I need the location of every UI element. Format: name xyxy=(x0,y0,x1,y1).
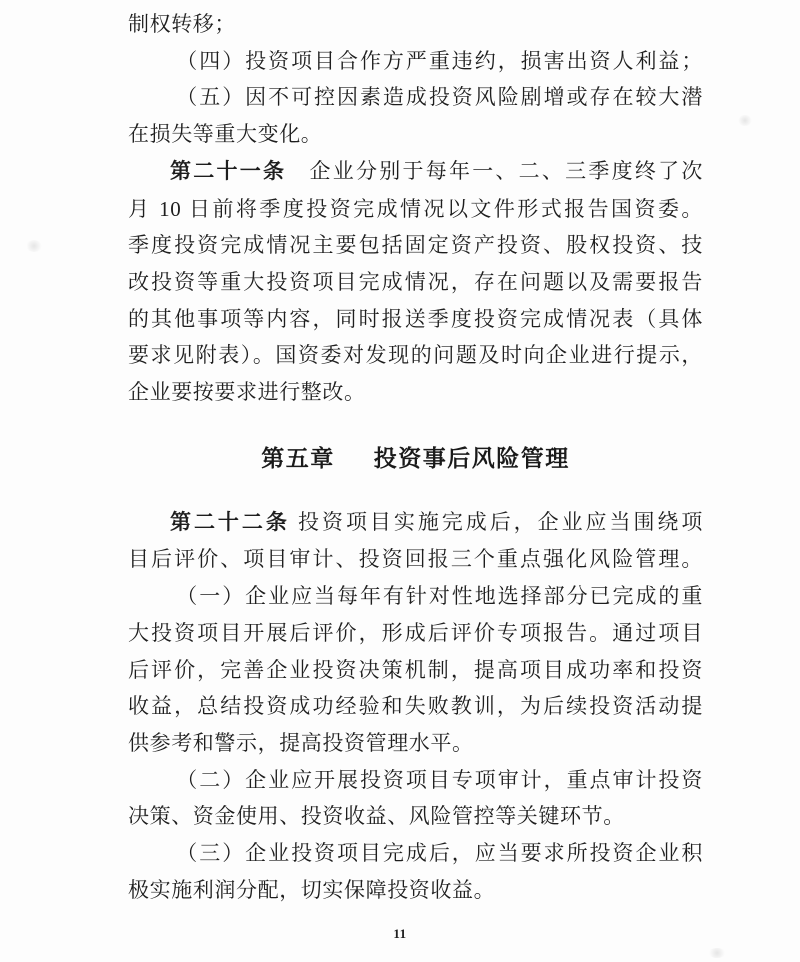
scan-smudge xyxy=(708,948,726,958)
body-text: 月 10 日前将季度投资完成情况以文件形式报告国资委。 xyxy=(128,196,703,221)
body-text: （四）投资项目合作方严重违约，损害出资人利益； xyxy=(176,48,703,73)
scan-smudge xyxy=(26,240,42,252)
body-text: 后评价，完善企业投资决策机制，提高项目成功率和投资 xyxy=(128,657,703,682)
top-spacer xyxy=(128,0,703,410)
body-text: 供参考和警示，提高投资管理水平。 xyxy=(128,730,474,755)
body-text: 在损失等重大变化。 xyxy=(128,122,323,147)
body-text: 的其他事项等内容，同时报送季度投资完成情况表（具体 xyxy=(128,306,703,331)
body-text: 大投资项目开展后评价，形成后评价专项报告。通过项目 xyxy=(128,620,703,645)
article-number: 第二十二条 xyxy=(170,510,290,534)
scan-smudge xyxy=(738,115,752,126)
text-line xyxy=(128,688,703,725)
text-line xyxy=(128,835,703,872)
text-line xyxy=(128,504,703,542)
body-text: 目后评价、项目审计、投资回报三个重点强化风险管理。 xyxy=(128,547,703,572)
body-text: （五）因不可控因素造成投资风险剧增或存在较大潜 xyxy=(176,85,703,110)
body-text: 季度投资完成情况主要包括固定资产投资、股权投资、技 xyxy=(128,233,703,258)
body-text: 企业分别于每年一、二、三季度终了次 xyxy=(286,158,703,183)
body-text: 决策、资金使用、投资收益、风险管控等关键环节。 xyxy=(128,804,625,829)
heading-and-bottom-wrapper xyxy=(128,0,703,908)
text-line xyxy=(128,762,703,799)
body-text: 改投资等重大投资项目完成情况，存在问题以及需要报告 xyxy=(128,269,703,294)
chapter-title: 投资事后风险管理 xyxy=(373,444,570,471)
text-line xyxy=(128,725,703,762)
body-text: 投资项目实施完成后，企业应当围绕项 xyxy=(289,509,703,534)
text-line xyxy=(128,615,703,652)
body-text: 制权转移； xyxy=(128,12,236,36)
text-line xyxy=(128,652,703,689)
article-number: 第二十一条 xyxy=(170,159,287,183)
body-text: 企业要按要求进行整改。 xyxy=(128,380,366,405)
text-line xyxy=(128,578,703,615)
body-text: （二）企业应开展投资项目专项审计，重点审计投资 xyxy=(176,767,703,792)
body-text: 极实施利润分配，切实保障投资收益。 xyxy=(128,877,496,902)
text-line xyxy=(128,798,703,835)
body-text: 收益，总结投资成功经验和失败教训，为后续投资活动提 xyxy=(128,694,703,719)
text-block-bottom xyxy=(128,504,703,909)
chapter-heading xyxy=(128,439,703,477)
page-number: 11 xyxy=(393,926,407,941)
body-text: （三）企业投资项目完成后，应当要求所投资企业积 xyxy=(176,841,703,866)
text-line xyxy=(128,872,703,909)
body-text: （一）企业应当每年有针对性地选择部分已完成的重 xyxy=(176,584,703,609)
text-line xyxy=(128,541,703,578)
chapter-number: 第五章 xyxy=(261,444,335,471)
body-text: 要求见附表）。国资委对发现的问题及时向企业进行提示， xyxy=(128,343,703,368)
